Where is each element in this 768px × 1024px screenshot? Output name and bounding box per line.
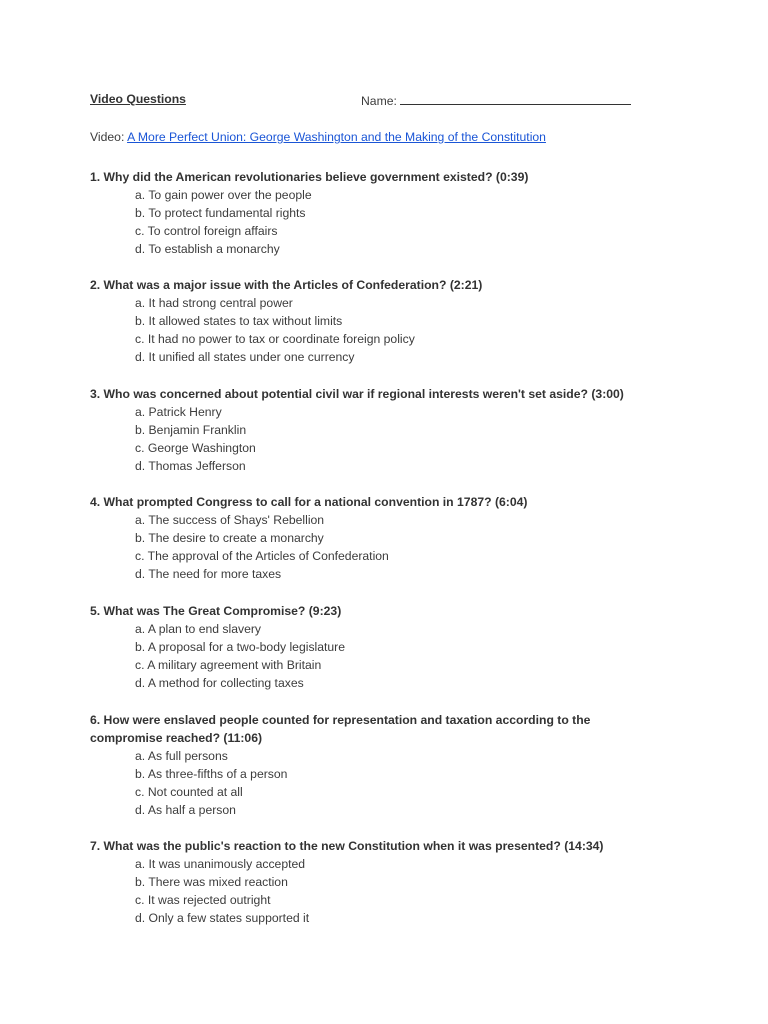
answer-option: d. Thomas Jefferson [135, 459, 246, 473]
answer-options [90, 186, 650, 258]
answer-option: c. Not counted at all [135, 785, 243, 799]
video-row [90, 130, 546, 144]
answer-option: c. To control foreign affairs [135, 224, 278, 238]
answer-option: b. Benjamin Franklin [135, 423, 247, 437]
answer-option: a. A plan to end slavery [135, 622, 262, 636]
answer-option: b. To protect fundamental rights [135, 206, 306, 220]
video-label: Video: [90, 130, 125, 144]
question-text: 2. What was a major issue with the Articles of Confederation? (2:21) [90, 278, 483, 292]
question-6 [90, 711, 650, 819]
name-label: Name: [361, 94, 397, 108]
question-text: 6. How were enslaved people counted for representation and taxation according to the compromise reached? (11:06) [90, 713, 591, 745]
answer-option: a. It was unanimously accepted [135, 857, 306, 871]
answer-options [90, 511, 650, 583]
name-field [361, 92, 631, 108]
question-1 [90, 168, 650, 258]
question-2 [90, 276, 650, 366]
answer-options [90, 747, 650, 819]
answer-option: d. It unified all states under one currency [135, 350, 355, 364]
answer-options [90, 620, 650, 692]
answer-option: b. There was mixed reaction [135, 875, 288, 889]
answer-option: c. George Washington [135, 441, 256, 455]
answer-option: d. A method for collecting taxes [135, 676, 304, 690]
question-5 [90, 602, 650, 692]
question-text: 1. Why did the American revolutionaries believe government existed? (0:39) [90, 170, 529, 184]
answer-option: a. As full persons [135, 749, 228, 763]
question-text: 3. Who was concerned about potential civil war if regional interests weren't set aside? (3:00) [90, 387, 624, 401]
answer-option: b. A proposal for a two-body legislature [135, 640, 346, 654]
answer-option: b. As three-fifths of a person [135, 767, 288, 781]
answer-option: d. Only a few states supported it [135, 911, 310, 925]
header-row [90, 92, 690, 110]
answer-option: d. The need for more taxes [135, 567, 282, 581]
video-link[interactable]: A More Perfect Union: George Washington and the Making of the Constitution [127, 130, 546, 144]
answer-option: b. The desire to create a monarchy [135, 531, 324, 545]
answer-option: c. A military agreement with Britain [135, 658, 322, 672]
name-blank-line[interactable] [400, 92, 631, 105]
answer-option: a. To gain power over the people [135, 188, 312, 202]
answer-option: a. Patrick Henry [135, 405, 222, 419]
question-text: 7. What was the public's reaction to the new Constitution when it was presented? (14:34) [90, 839, 604, 853]
question-text: 4. What prompted Congress to call for a national convention in 1787? (6:04) [90, 495, 528, 509]
answer-option: a. It had strong central power [135, 296, 293, 310]
answer-options [90, 403, 650, 475]
answer-option: d. As half a person [135, 803, 236, 817]
answer-option: a. The success of Shays' Rebellion [135, 513, 325, 527]
answer-option: b. It allowed states to tax without limits [135, 314, 343, 328]
worksheet-title: Video Questions [90, 92, 186, 106]
question-7 [90, 837, 650, 927]
answer-option: c. It was rejected outright [135, 893, 271, 907]
answer-option: c. The approval of the Articles of Confederation [135, 549, 389, 563]
answer-option: c. It had no power to tax or coordinate foreign policy [135, 332, 415, 346]
question-3 [90, 385, 650, 475]
answer-options [90, 855, 650, 927]
answer-options [90, 294, 650, 366]
answer-option: d. To establish a monarchy [135, 242, 280, 256]
question-4 [90, 493, 650, 583]
question-text: 5. What was The Great Compromise? (9:23) [90, 604, 342, 618]
